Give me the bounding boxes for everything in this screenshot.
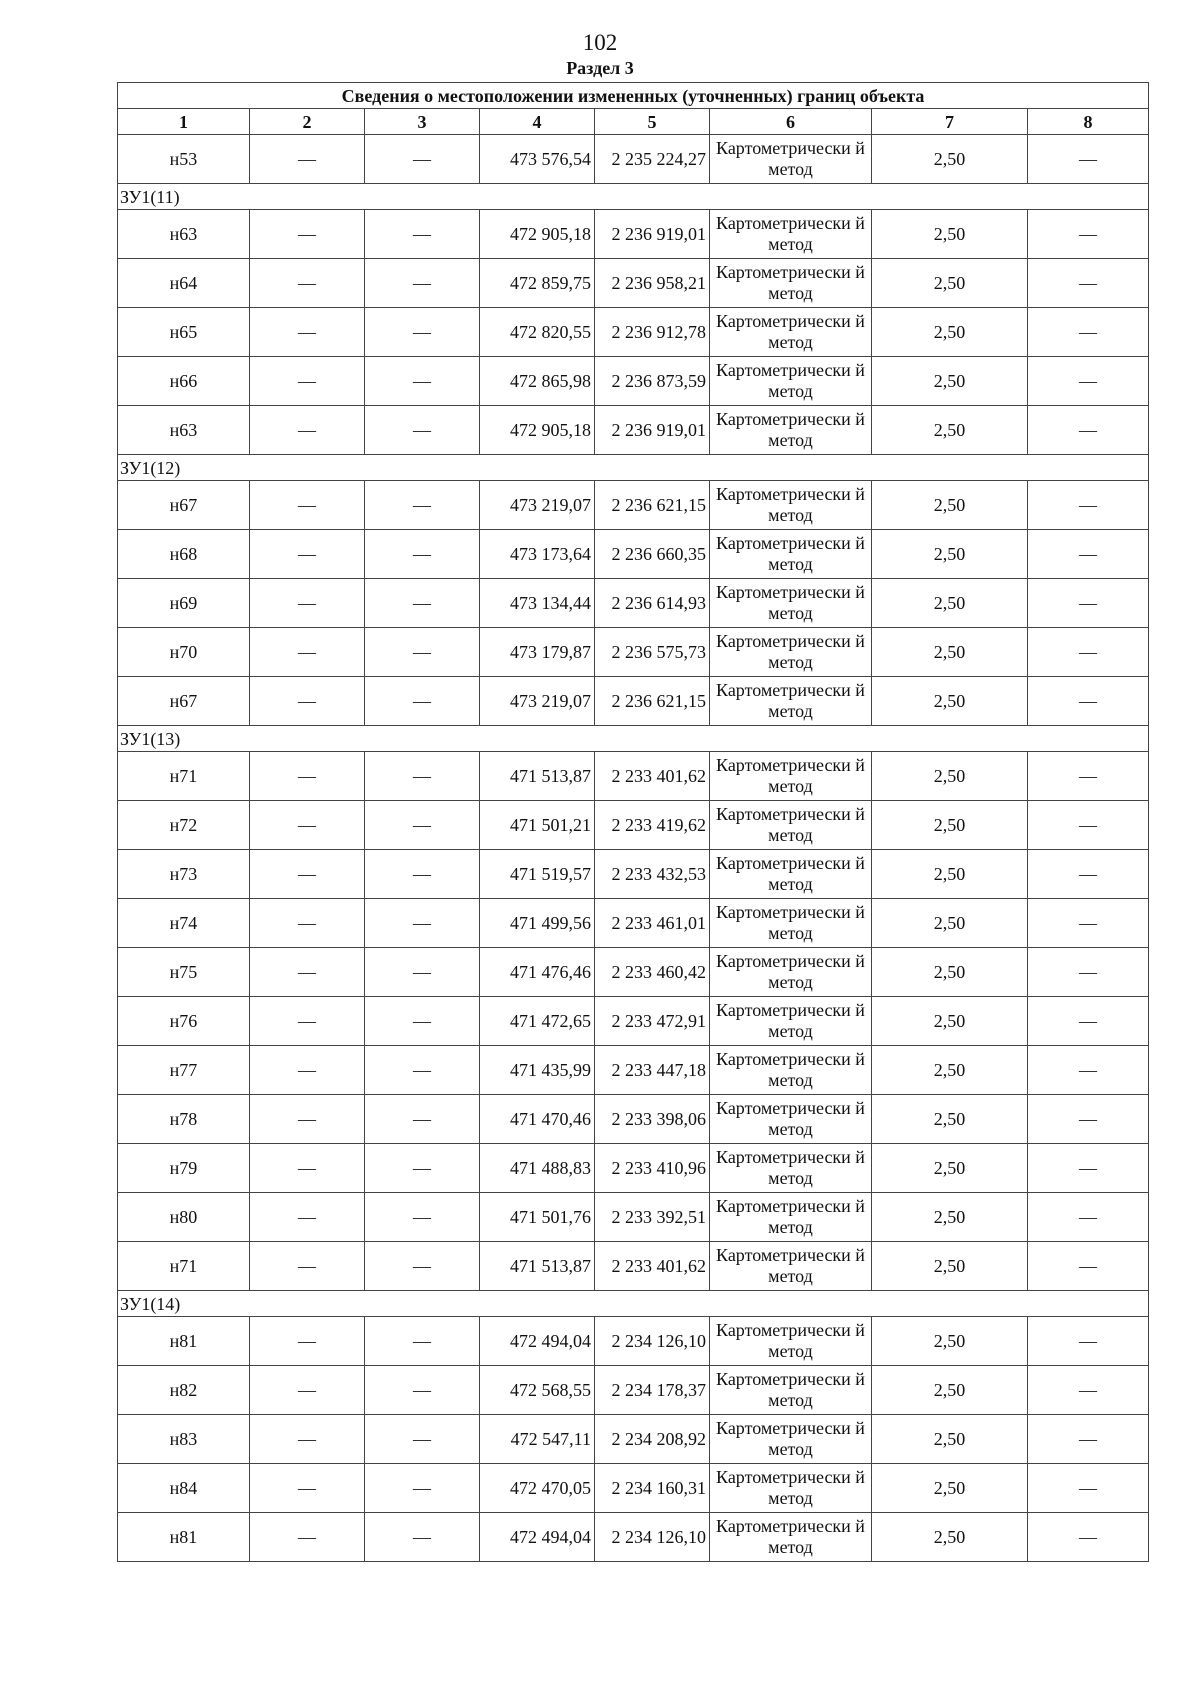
- coordinates-table: [117, 82, 1149, 1562]
- method-cell: Картометрически й метод: [710, 1242, 872, 1291]
- point-number-cell: н79: [118, 1144, 250, 1193]
- column-8-cell: —: [1028, 677, 1149, 726]
- column-8-cell: —: [1028, 135, 1149, 184]
- column-2-cell: —: [250, 259, 365, 308]
- method-cell: Картометрически й метод: [710, 1464, 872, 1513]
- point-number-cell: н75: [118, 948, 250, 997]
- method-cell: Картометрически й метод: [710, 135, 872, 184]
- column-2-cell: —: [250, 210, 365, 259]
- accuracy-cell: 2,50: [872, 801, 1028, 850]
- coordinate-x-cell: 473 219,07: [480, 481, 595, 530]
- method-cell: Картометрически й метод: [710, 1193, 872, 1242]
- column-2-cell: —: [250, 530, 365, 579]
- accuracy-cell: 2,50: [872, 628, 1028, 677]
- method-cell: Картометрически й метод: [710, 1415, 872, 1464]
- method-cell: Картометрически й метод: [710, 1366, 872, 1415]
- column-2-cell: —: [250, 1242, 365, 1291]
- accuracy-cell: 2,50: [872, 899, 1028, 948]
- column-2-cell: —: [250, 357, 365, 406]
- coordinate-x-cell: 471 488,83: [480, 1144, 595, 1193]
- column-8-cell: —: [1028, 948, 1149, 997]
- accuracy-cell: 2,50: [872, 948, 1028, 997]
- method-cell: Картометрически й метод: [710, 752, 872, 801]
- table-row: [118, 752, 1149, 801]
- column-3-cell: —: [365, 677, 480, 726]
- coordinate-y-cell: 2 236 575,73: [595, 628, 710, 677]
- table-row: [118, 1464, 1149, 1513]
- column-2-cell: —: [250, 677, 365, 726]
- group-label: ЗУ1(12): [118, 455, 1149, 481]
- column-2-cell: —: [250, 1366, 365, 1415]
- column-2-cell: —: [250, 1317, 365, 1366]
- point-number-cell: н64: [118, 259, 250, 308]
- coordinate-y-cell: 2 234 208,92: [595, 1415, 710, 1464]
- column-8-cell: —: [1028, 259, 1149, 308]
- point-number-cell: н73: [118, 850, 250, 899]
- point-number-cell: н80: [118, 1193, 250, 1242]
- column-8-cell: —: [1028, 530, 1149, 579]
- coordinate-x-cell: 472 905,18: [480, 210, 595, 259]
- column-3-cell: —: [365, 406, 480, 455]
- method-cell: Картометрически й метод: [710, 579, 872, 628]
- coordinate-y-cell: 2 236 912,78: [595, 308, 710, 357]
- accuracy-cell: 2,50: [872, 308, 1028, 357]
- accuracy-cell: 2,50: [872, 1317, 1028, 1366]
- column-8-cell: —: [1028, 1046, 1149, 1095]
- column-3-cell: —: [365, 308, 480, 357]
- point-number-cell: н74: [118, 899, 250, 948]
- method-cell: Картометрически й метод: [710, 1144, 872, 1193]
- method-cell: Картометрически й метод: [710, 677, 872, 726]
- accuracy-cell: 2,50: [872, 530, 1028, 579]
- table-row: [118, 357, 1149, 406]
- section-title: Раздел 3: [566, 58, 634, 78]
- coordinate-x-cell: 473 219,07: [480, 677, 595, 726]
- point-number-cell: н70: [118, 628, 250, 677]
- column-3-cell: —: [365, 1144, 480, 1193]
- point-number-cell: н63: [118, 406, 250, 455]
- accuracy-cell: 2,50: [872, 1464, 1028, 1513]
- column-2-cell: —: [250, 481, 365, 530]
- group-header-row: [118, 726, 1149, 752]
- point-number-cell: н66: [118, 357, 250, 406]
- column-3-cell: —: [365, 1415, 480, 1464]
- column-header: 4: [480, 109, 595, 135]
- point-number-cell: н67: [118, 677, 250, 726]
- table-row: [118, 1242, 1149, 1291]
- column-8-cell: —: [1028, 628, 1149, 677]
- point-number-cell: н68: [118, 530, 250, 579]
- accuracy-cell: 2,50: [872, 1366, 1028, 1415]
- coordinate-y-cell: 2 233 460,42: [595, 948, 710, 997]
- coordinate-x-cell: 473 134,44: [480, 579, 595, 628]
- column-3-cell: —: [365, 1242, 480, 1291]
- coordinate-y-cell: 2 233 401,62: [595, 1242, 710, 1291]
- table-row: [118, 801, 1149, 850]
- column-2-cell: —: [250, 1095, 365, 1144]
- column-2-cell: —: [250, 850, 365, 899]
- column-8-cell: —: [1028, 1144, 1149, 1193]
- column-8-cell: —: [1028, 210, 1149, 259]
- accuracy-cell: 2,50: [872, 677, 1028, 726]
- coordinate-y-cell: 2 234 160,31: [595, 1464, 710, 1513]
- column-header: 8: [1028, 109, 1149, 135]
- accuracy-cell: 2,50: [872, 579, 1028, 628]
- column-2-cell: —: [250, 1046, 365, 1095]
- column-3-cell: —: [365, 357, 480, 406]
- column-3-cell: —: [365, 481, 480, 530]
- column-8-cell: —: [1028, 1366, 1149, 1415]
- coordinate-x-cell: 473 576,54: [480, 135, 595, 184]
- group-label: ЗУ1(14): [118, 1291, 1149, 1317]
- table-row: [118, 530, 1149, 579]
- coordinate-x-cell: 473 173,64: [480, 530, 595, 579]
- coordinate-x-cell: 472 568,55: [480, 1366, 595, 1415]
- column-8-cell: —: [1028, 1513, 1149, 1562]
- column-3-cell: —: [365, 1366, 480, 1415]
- method-cell: Картометрически й метод: [710, 357, 872, 406]
- method-cell: Картометрически й метод: [710, 481, 872, 530]
- method-cell: Картометрически й метод: [710, 1317, 872, 1366]
- column-8-cell: —: [1028, 801, 1149, 850]
- coordinate-x-cell: 471 476,46: [480, 948, 595, 997]
- accuracy-cell: 2,50: [872, 406, 1028, 455]
- group-header-row: [118, 455, 1149, 481]
- table-title: Сведения о местоположении измененных (уточненных) границ объекта: [118, 83, 1149, 109]
- column-3-cell: —: [365, 899, 480, 948]
- accuracy-cell: 2,50: [872, 1415, 1028, 1464]
- column-3-cell: —: [365, 1464, 480, 1513]
- table-row: [118, 1415, 1149, 1464]
- table-row: [118, 259, 1149, 308]
- coordinate-y-cell: 2 233 461,01: [595, 899, 710, 948]
- column-2-cell: —: [250, 135, 365, 184]
- column-2-cell: —: [250, 997, 365, 1046]
- coordinate-y-cell: 2 233 432,53: [595, 850, 710, 899]
- point-number-cell: н84: [118, 1464, 250, 1513]
- table-row: [118, 850, 1149, 899]
- column-header: 3: [365, 109, 480, 135]
- column-3-cell: —: [365, 1513, 480, 1562]
- accuracy-cell: 2,50: [872, 1095, 1028, 1144]
- accuracy-cell: 2,50: [872, 1144, 1028, 1193]
- coordinate-y-cell: 2 233 447,18: [595, 1046, 710, 1095]
- coordinate-x-cell: 471 519,57: [480, 850, 595, 899]
- point-number-cell: н71: [118, 1242, 250, 1291]
- coordinate-y-cell: 2 233 419,62: [595, 801, 710, 850]
- column-2-cell: —: [250, 1144, 365, 1193]
- method-cell: Картометрически й метод: [710, 801, 872, 850]
- column-8-cell: —: [1028, 850, 1149, 899]
- coordinate-y-cell: 2 233 398,06: [595, 1095, 710, 1144]
- coordinate-y-cell: 2 235 224,27: [595, 135, 710, 184]
- table-title-row: [118, 83, 1149, 109]
- coordinate-x-cell: 472 905,18: [480, 406, 595, 455]
- coordinate-y-cell: 2 233 410,96: [595, 1144, 710, 1193]
- column-3-cell: —: [365, 1046, 480, 1095]
- column-2-cell: —: [250, 1415, 365, 1464]
- column-3-cell: —: [365, 948, 480, 997]
- coordinate-y-cell: 2 234 126,10: [595, 1317, 710, 1366]
- column-3-cell: —: [365, 997, 480, 1046]
- table-row: [118, 481, 1149, 530]
- table-row: [118, 1193, 1149, 1242]
- table-row: [118, 899, 1149, 948]
- accuracy-cell: 2,50: [872, 357, 1028, 406]
- method-cell: Картометрически й метод: [710, 210, 872, 259]
- coordinate-y-cell: 2 236 621,15: [595, 677, 710, 726]
- column-2-cell: —: [250, 406, 365, 455]
- method-cell: Картометрически й метод: [710, 406, 872, 455]
- coordinate-y-cell: 2 233 472,91: [595, 997, 710, 1046]
- table-row: [118, 677, 1149, 726]
- table-row: [118, 1095, 1149, 1144]
- column-3-cell: —: [365, 135, 480, 184]
- table-row: [118, 579, 1149, 628]
- column-8-cell: —: [1028, 406, 1149, 455]
- column-header: 6: [710, 109, 872, 135]
- table-body: [118, 83, 1149, 1562]
- column-3-cell: —: [365, 1193, 480, 1242]
- accuracy-cell: 2,50: [872, 850, 1028, 899]
- accuracy-cell: 2,50: [872, 997, 1028, 1046]
- column-8-cell: —: [1028, 1242, 1149, 1291]
- table-row: [118, 1513, 1149, 1562]
- column-3-cell: —: [365, 210, 480, 259]
- column-2-cell: —: [250, 899, 365, 948]
- method-cell: Картометрически й метод: [710, 308, 872, 357]
- column-2-cell: —: [250, 1193, 365, 1242]
- accuracy-cell: 2,50: [872, 210, 1028, 259]
- column-8-cell: —: [1028, 1095, 1149, 1144]
- point-number-cell: н67: [118, 481, 250, 530]
- accuracy-cell: 2,50: [872, 1242, 1028, 1291]
- method-cell: Картометрически й метод: [710, 1046, 872, 1095]
- coordinate-y-cell: 2 236 621,15: [595, 481, 710, 530]
- column-8-cell: —: [1028, 1415, 1149, 1464]
- coordinate-x-cell: 471 513,87: [480, 752, 595, 801]
- coordinate-y-cell: 2 236 660,35: [595, 530, 710, 579]
- column-3-cell: —: [365, 628, 480, 677]
- group-label: ЗУ1(11): [118, 184, 1149, 210]
- point-number-cell: н81: [118, 1317, 250, 1366]
- column-header: 5: [595, 109, 710, 135]
- method-cell: Картометрически й метод: [710, 997, 872, 1046]
- table-row: [118, 1366, 1149, 1415]
- page-number: 102: [582, 30, 618, 55]
- coordinate-x-cell: 471 472,65: [480, 997, 595, 1046]
- coordinate-x-cell: 471 499,56: [480, 899, 595, 948]
- column-8-cell: —: [1028, 752, 1149, 801]
- column-header-row: [118, 109, 1149, 135]
- accuracy-cell: 2,50: [872, 752, 1028, 801]
- point-number-cell: н71: [118, 752, 250, 801]
- column-2-cell: —: [250, 948, 365, 997]
- point-number-cell: н53: [118, 135, 250, 184]
- coordinate-y-cell: 2 234 178,37: [595, 1366, 710, 1415]
- accuracy-cell: 2,50: [872, 1513, 1028, 1562]
- coordinate-y-cell: 2 236 614,93: [595, 579, 710, 628]
- accuracy-cell: 2,50: [872, 259, 1028, 308]
- table-row: [118, 210, 1149, 259]
- coordinate-y-cell: 2 233 392,51: [595, 1193, 710, 1242]
- method-cell: Картометрически й метод: [710, 1095, 872, 1144]
- accuracy-cell: 2,50: [872, 1046, 1028, 1095]
- coordinate-y-cell: 2 233 401,62: [595, 752, 710, 801]
- column-2-cell: —: [250, 579, 365, 628]
- coordinate-x-cell: 472 494,04: [480, 1317, 595, 1366]
- point-number-cell: н65: [118, 308, 250, 357]
- coordinate-x-cell: 472 547,11: [480, 1415, 595, 1464]
- method-cell: Картометрически й метод: [710, 259, 872, 308]
- point-number-cell: н77: [118, 1046, 250, 1095]
- coordinate-x-cell: 471 513,87: [480, 1242, 595, 1291]
- table-row: [118, 135, 1149, 184]
- method-cell: Картометрически й метод: [710, 530, 872, 579]
- method-cell: Картометрически й метод: [710, 850, 872, 899]
- point-number-cell: н81: [118, 1513, 250, 1562]
- column-8-cell: —: [1028, 308, 1149, 357]
- column-3-cell: —: [365, 1095, 480, 1144]
- coordinate-x-cell: 472 494,04: [480, 1513, 595, 1562]
- column-3-cell: —: [365, 1317, 480, 1366]
- method-cell: Картометрически й метод: [710, 948, 872, 997]
- method-cell: Картометрически й метод: [710, 1513, 872, 1562]
- column-3-cell: —: [365, 579, 480, 628]
- coordinate-x-cell: 471 501,21: [480, 801, 595, 850]
- table-row: [118, 1317, 1149, 1366]
- coordinate-x-cell: 472 820,55: [480, 308, 595, 357]
- table-row: [118, 1046, 1149, 1095]
- group-header-row: [118, 184, 1149, 210]
- column-2-cell: —: [250, 752, 365, 801]
- coordinate-y-cell: 2 236 919,01: [595, 210, 710, 259]
- method-cell: Картометрически й метод: [710, 628, 872, 677]
- coordinate-x-cell: 473 179,87: [480, 628, 595, 677]
- table-row: [118, 997, 1149, 1046]
- column-3-cell: —: [365, 752, 480, 801]
- coordinate-x-cell: 471 470,46: [480, 1095, 595, 1144]
- column-header: 7: [872, 109, 1028, 135]
- accuracy-cell: 2,50: [872, 481, 1028, 530]
- coordinate-x-cell: 472 865,98: [480, 357, 595, 406]
- table-row: [118, 628, 1149, 677]
- column-header: 1: [118, 109, 250, 135]
- point-number-cell: н63: [118, 210, 250, 259]
- column-8-cell: —: [1028, 1317, 1149, 1366]
- group-header-row: [118, 1291, 1149, 1317]
- point-number-cell: н82: [118, 1366, 250, 1415]
- column-2-cell: —: [250, 1513, 365, 1562]
- column-8-cell: —: [1028, 899, 1149, 948]
- point-number-cell: н83: [118, 1415, 250, 1464]
- coordinate-y-cell: 2 236 873,59: [595, 357, 710, 406]
- column-header: 2: [250, 109, 365, 135]
- accuracy-cell: 2,50: [872, 135, 1028, 184]
- column-8-cell: —: [1028, 997, 1149, 1046]
- column-3-cell: —: [365, 801, 480, 850]
- table-row: [118, 948, 1149, 997]
- point-number-cell: н69: [118, 579, 250, 628]
- column-2-cell: —: [250, 801, 365, 850]
- accuracy-cell: 2,50: [872, 1193, 1028, 1242]
- group-label: ЗУ1(13): [118, 726, 1149, 752]
- column-3-cell: —: [365, 850, 480, 899]
- table-row: [118, 308, 1149, 357]
- column-8-cell: —: [1028, 357, 1149, 406]
- coordinate-x-cell: 471 435,99: [480, 1046, 595, 1095]
- column-8-cell: —: [1028, 1193, 1149, 1242]
- column-8-cell: —: [1028, 1464, 1149, 1513]
- column-2-cell: —: [250, 1464, 365, 1513]
- column-8-cell: —: [1028, 579, 1149, 628]
- coordinate-x-cell: 471 501,76: [480, 1193, 595, 1242]
- coordinate-x-cell: 472 470,05: [480, 1464, 595, 1513]
- table-row: [118, 406, 1149, 455]
- point-number-cell: н72: [118, 801, 250, 850]
- column-3-cell: —: [365, 259, 480, 308]
- table-row: [118, 1144, 1149, 1193]
- coordinate-x-cell: 472 859,75: [480, 259, 595, 308]
- column-3-cell: —: [365, 530, 480, 579]
- coordinate-y-cell: 2 234 126,10: [595, 1513, 710, 1562]
- column-8-cell: —: [1028, 481, 1149, 530]
- coordinate-y-cell: 2 236 958,21: [595, 259, 710, 308]
- column-2-cell: —: [250, 628, 365, 677]
- point-number-cell: н78: [118, 1095, 250, 1144]
- column-2-cell: —: [250, 308, 365, 357]
- method-cell: Картометрически й метод: [710, 899, 872, 948]
- coordinate-y-cell: 2 236 919,01: [595, 406, 710, 455]
- point-number-cell: н76: [118, 997, 250, 1046]
